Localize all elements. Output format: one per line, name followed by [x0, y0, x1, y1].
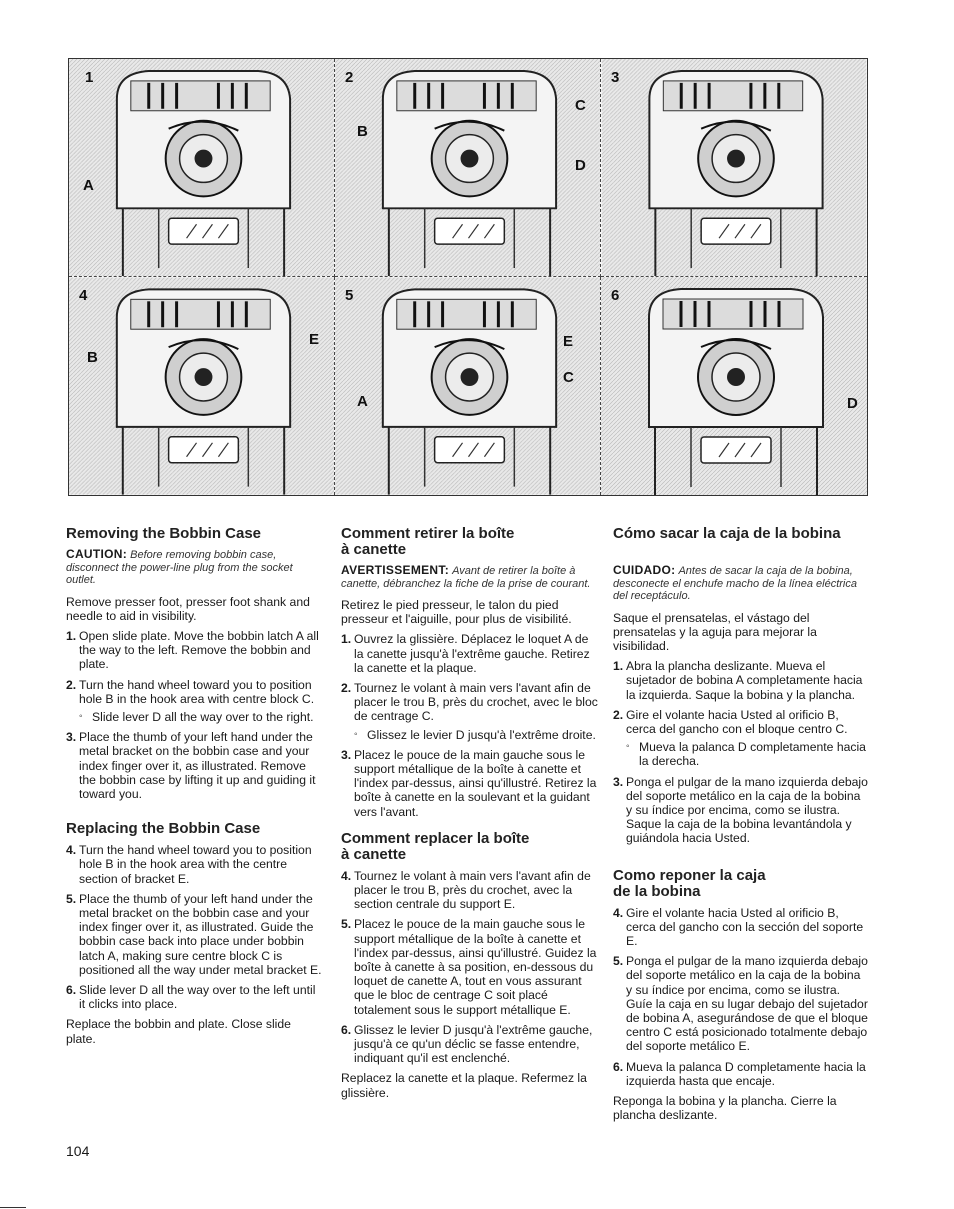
figure-panel-6 — [601, 277, 867, 495]
step-text: Ponga el pulgar de la mano izquierda debajo del soporte metálico en la caja de la bobina y su índice por encima, como se ilustra. Guíe la caja en su lugar debajo del sujetador de bobina A, asegurándose de que el bloque centro C está posicionado totalmente debajo del soporte metálico E. — [626, 954, 868, 1054]
step-number: 5. — [66, 891, 77, 906]
step-3 — [613, 775, 869, 846]
sub-step-text: Slide lever D all the way over to the right. — [92, 709, 314, 724]
step-text: Open slide plate. Move the bobbin latch A all the way to the left. Remove the bobbin and plate. — [79, 628, 319, 672]
column-english — [66, 526, 324, 1046]
step-1 — [341, 632, 599, 675]
step-text: Turn the hand wheel toward you to position hole B in the hook area with the centre section of bracket E. — [79, 843, 312, 886]
caution-label: AVERTISSEMENT: — [341, 563, 449, 577]
section-replacer — [341, 831, 599, 1100]
step-text: Ouvrez la glissière. Déplacez le loquet A de la canette jusqu'à l'extrême gauche. Retirez la canette et la plaque. — [354, 632, 590, 675]
sewing-machine-illustration — [69, 59, 334, 276]
column-spanish — [613, 526, 869, 1122]
step-number: 4. — [341, 868, 352, 883]
step-2 — [613, 708, 869, 736]
step-text: Glissez le levier D jusqu'à l'extrême gauche, jusqu'à ce qu'un déclic se fasse entendre, indiquant qu'il est enclenché. — [354, 1022, 593, 1066]
heading-line: à canette — [341, 845, 407, 863]
intro-text: Saque el prensatelas, el vástago del prensatelas y la aguja para mejorar la visibilidad. — [613, 610, 817, 653]
heading-replacing: Replacing the Bobbin Case — [66, 820, 261, 838]
step-6 — [613, 1060, 869, 1088]
caution-label: CUIDADO: — [613, 563, 676, 577]
figure-number: 2 — [345, 69, 354, 86]
callout-label-d: D — [847, 395, 858, 412]
caution-note — [613, 564, 869, 603]
heading-retirer — [341, 526, 599, 558]
step-number: 2. — [613, 707, 624, 722]
bullet-icon: ◦ — [79, 710, 83, 722]
bullet-icon: ◦ — [626, 741, 630, 753]
sub-step — [79, 710, 324, 724]
caution-text: Before removing bobbin case, disconnect the power-line plug from the socket outlet. — [66, 549, 293, 586]
step-text: Tournez le volant à main vers l'avant afin de placer le trou B, près du crochet, avec le bloc de centrage C. — [354, 681, 598, 724]
callout-label-c: C — [563, 369, 574, 386]
page-number: 104 — [66, 1143, 90, 1159]
step-number: 2. — [66, 677, 77, 692]
heading-replacer — [341, 831, 599, 863]
step-text: Place the thumb of your left hand under the metal bracket on the bobbin case and your index finger over it, as illustrated. Remove the bobbin case by lifting it up and guiding it toward you. — [79, 730, 316, 801]
figure-panel-5 — [335, 277, 601, 495]
step-text: Tournez le volant à main vers l'avant afin de placer le trou B, près du crochet, avec la section centrale du support E. — [354, 868, 591, 912]
figure-panel-1 — [69, 59, 335, 277]
heading-line: de la bobina — [613, 882, 701, 900]
sub-step-text: Glissez le levier D jusqu'à l'extrême droite. — [367, 727, 596, 742]
figure-number: 6 — [611, 287, 620, 304]
callout-label-a: A — [357, 393, 368, 410]
figure-number: 5 — [345, 287, 354, 304]
sub-step — [626, 740, 869, 768]
heading-reponer — [613, 868, 869, 900]
step-2 — [341, 681, 599, 724]
step-text: Gire el volante hacia Usted al orificio B, cerca del gancho con la sección del soporte E. — [626, 905, 864, 948]
outro-text: Replacez la canette et la plaque. Refermez la glissière. — [341, 1071, 587, 1100]
step-text: Gire el volante hacia Usted al orificio B, cerca del gancho con el bloque centro C. — [626, 707, 848, 736]
outro-text: Reponga la bobina y la plancha. Cierre la plancha deslizante. — [613, 1093, 837, 1123]
heading-sacar: Cómo sacar la caja de la bobina — [613, 525, 841, 542]
step-number: 4. — [66, 843, 77, 858]
callout-label-b: B — [87, 349, 98, 366]
outro-text: Replace the bobbin and plate. Close slide plate. — [66, 1017, 291, 1046]
step-2 — [66, 678, 324, 706]
bullet-icon: ◦ — [354, 728, 358, 740]
step-number: 5. — [341, 917, 352, 932]
step-text: Ponga el pulgar de la mano izquierda debajo del soporte metálico en la caja de la bobina y su índice por encima, como se ilustra. Saque la caja de la bobina levantándola y guiándola hacia Usted. — [626, 774, 868, 846]
caution-text: Avant de retirer la boîte à canette, débranchez la fiche de la prise de courant. — [341, 565, 591, 590]
callout-label-a: A — [83, 177, 94, 194]
step-number: 3. — [341, 747, 352, 762]
figure-panel-3 — [601, 59, 867, 277]
sewing-machine-illustration — [601, 59, 867, 276]
step-5 — [613, 954, 869, 1053]
figure-panel-4 — [69, 277, 335, 495]
step-number: 3. — [66, 730, 77, 745]
step-4 — [613, 906, 869, 949]
callout-label-d: D — [575, 157, 586, 174]
step-3 — [341, 748, 599, 819]
step-number: 1. — [613, 659, 624, 674]
step-5 — [341, 917, 599, 1016]
step-text: Placez le pouce de la main gauche sous le support métallique de la boîte à canette et l'index par-dessus, ainsi qu'illustré. Retirez la boîte à canette en la soulevant et la guidant vers l'avant. — [354, 747, 597, 819]
figure-panel-2 — [335, 59, 601, 277]
step-6 — [341, 1023, 599, 1066]
callout-label-b: B — [357, 123, 368, 140]
sub-step — [354, 728, 599, 742]
illustration-grid — [68, 58, 868, 496]
step-text: Abra la plancha deslizante. Mueva el sujetador de bobina A completamente hacia la izquierda. Saque la bobina y la plancha. — [626, 659, 863, 702]
section-reponer — [613, 868, 869, 1123]
callout-label-c: C — [575, 97, 586, 114]
intro-text: Remove presser foot, presser foot shank and needle to aid in visibility. — [66, 594, 310, 623]
caution-note — [341, 564, 599, 590]
step-number: 4. — [613, 905, 624, 920]
step-number: 6. — [613, 1059, 624, 1074]
step-5 — [66, 892, 324, 977]
figure-number: 4 — [79, 287, 88, 304]
sewing-machine-illustration — [335, 59, 600, 276]
step-4 — [341, 869, 599, 912]
step-4 — [66, 843, 324, 886]
heading-line: Comment replacer la boîte — [341, 829, 530, 847]
sub-step-text: Mueva la palanca D completamente hacia la derecha. — [639, 740, 866, 769]
heading-removing: Removing the Bobbin Case — [66, 525, 262, 542]
caution-label: CAUTION: — [66, 547, 128, 561]
heading-line: à canette — [341, 541, 407, 558]
step-3 — [66, 730, 324, 801]
step-number: 6. — [341, 1022, 352, 1037]
heading-line: Comment retirer la boîte — [341, 525, 515, 542]
column-french — [341, 526, 599, 1100]
step-number: 6. — [66, 982, 77, 997]
step-number: 3. — [613, 774, 624, 789]
corner-rule — [0, 1207, 26, 1208]
step-number: 5. — [613, 954, 624, 969]
step-number: 1. — [66, 628, 77, 643]
figure-number: 3 — [611, 69, 620, 86]
section-replacing — [66, 821, 324, 1046]
caution-note — [66, 548, 324, 587]
callout-label-e: E — [309, 331, 320, 348]
caution-text: Antes de sacar la caja de la bobina, desconecte el enchufe macho de la línea eléctrica del receptáculo. — [613, 565, 857, 602]
step-1 — [66, 629, 324, 672]
step-text: Slide lever D all the way over to the left until it clicks into place. — [79, 982, 316, 1012]
step-text: Mueva la palanca D completamente hacia la izquierda hasta que encaje. — [626, 1059, 866, 1088]
step-1 — [613, 659, 869, 702]
step-text: Placez le pouce de la main gauche sous le support métallique de la boîte à canette et l'index par-dessus, ainsi qu'illustré. Guidez la boîte à canette à sa position, en-dessous du loquet de canette A, tout en vous assurant que le bloc de centrage C soit placé totalement sous le support métallique E. — [354, 917, 597, 1017]
step-text: Turn the hand wheel toward you to position hole B in the hook area with centre block C. — [79, 677, 315, 706]
callout-label-e: E — [563, 333, 574, 350]
figure-number: 1 — [85, 69, 94, 86]
step-number: 2. — [341, 681, 352, 696]
step-number: 1. — [341, 632, 352, 647]
sewing-machine-illustration — [69, 277, 334, 495]
step-6 — [66, 983, 324, 1011]
step-text: Place the thumb of your left hand under the metal bracket on the bobbin case and your index finger over it, as illustrated. Guide the bobbin case back into place under bobbin latch A, making sure centre block C is positioned all the way under metal bracket E. — [79, 891, 322, 977]
heading-line: Como reponer la caja — [613, 866, 766, 884]
sewing-machine-illustration — [601, 277, 867, 495]
intro-text: Retirez le pied presseur, le talon du pied presseur et l'aiguille, pour plus de visibilité. — [341, 598, 572, 627]
sewing-machine-illustration — [335, 277, 600, 495]
